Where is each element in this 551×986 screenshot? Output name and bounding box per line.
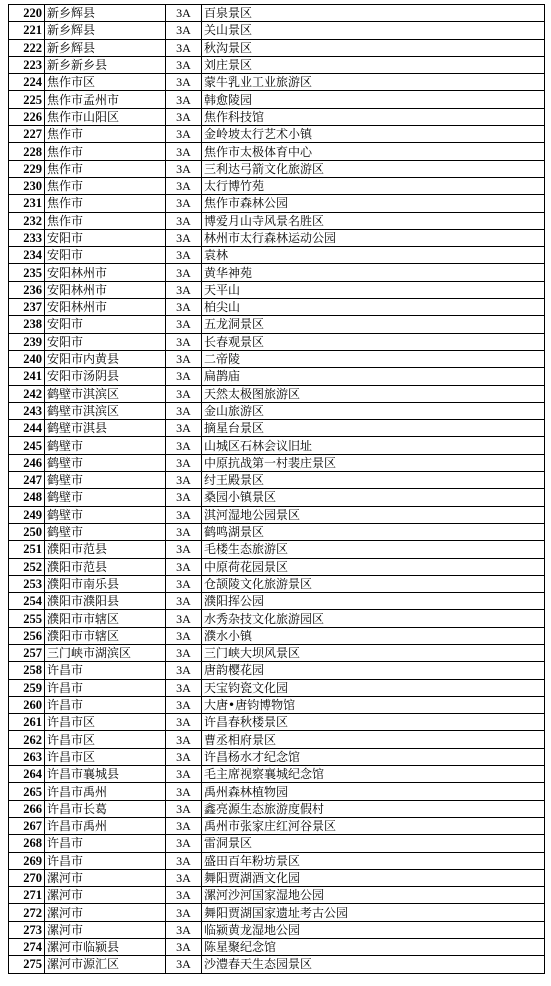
row-number-cell: 271 bbox=[9, 887, 45, 904]
level-cell: 3A bbox=[166, 714, 202, 731]
level-cell: 3A bbox=[166, 108, 202, 125]
row-number-cell: 248 bbox=[9, 489, 45, 506]
row-number-cell: 253 bbox=[9, 575, 45, 592]
level-cell: 3A bbox=[166, 506, 202, 523]
table-row bbox=[9, 956, 545, 973]
table-row bbox=[9, 835, 545, 852]
location-cell: 漯河市 bbox=[45, 869, 166, 886]
location-cell: 漯河市临颍县 bbox=[45, 939, 166, 956]
location-cell: 漯河市 bbox=[45, 887, 166, 904]
table-row bbox=[9, 281, 545, 298]
row-number-cell: 273 bbox=[9, 921, 45, 938]
level-cell: 3A bbox=[166, 160, 202, 177]
table-row bbox=[9, 160, 545, 177]
scenic-spot-name-cell: 秋沟景区 bbox=[202, 39, 545, 56]
level-cell: 3A bbox=[166, 91, 202, 108]
table-row bbox=[9, 195, 545, 212]
table-row bbox=[9, 800, 545, 817]
location-cell: 鹤壁市淇滨区 bbox=[45, 402, 166, 419]
level-cell: 3A bbox=[166, 558, 202, 575]
location-cell: 鹤壁市 bbox=[45, 437, 166, 454]
table-row bbox=[9, 783, 545, 800]
table-row bbox=[9, 610, 545, 627]
level-cell: 3A bbox=[166, 541, 202, 558]
level-cell: 3A bbox=[166, 731, 202, 748]
scenic-spot-name-cell: 许昌杨水才纪念馆 bbox=[202, 748, 545, 765]
row-number-cell: 240 bbox=[9, 350, 45, 367]
table-row bbox=[9, 575, 545, 592]
location-cell: 安阳市 bbox=[45, 316, 166, 333]
table-row bbox=[9, 420, 545, 437]
level-cell: 3A bbox=[166, 852, 202, 869]
table-row bbox=[9, 679, 545, 696]
location-cell: 新乡辉县 bbox=[45, 39, 166, 56]
location-cell: 濮阳市市辖区 bbox=[45, 627, 166, 644]
table-row bbox=[9, 887, 545, 904]
row-number-cell: 221 bbox=[9, 22, 45, 39]
level-cell: 3A bbox=[166, 696, 202, 713]
scenic-spot-name-cell: 濮阳挥公园 bbox=[202, 593, 545, 610]
scenic-spot-name-cell: 陈星聚纪念馆 bbox=[202, 939, 545, 956]
table-row bbox=[9, 22, 545, 39]
table-body bbox=[9, 5, 545, 974]
scenic-spot-name-cell: 曹丞相府景区 bbox=[202, 731, 545, 748]
row-number-cell: 243 bbox=[9, 402, 45, 419]
level-cell: 3A bbox=[166, 644, 202, 661]
table-row bbox=[9, 350, 545, 367]
row-number-cell: 223 bbox=[9, 56, 45, 73]
table-row bbox=[9, 472, 545, 489]
level-cell: 3A bbox=[166, 662, 202, 679]
level-cell: 3A bbox=[166, 627, 202, 644]
table-row bbox=[9, 229, 545, 246]
scenic-spot-table bbox=[8, 4, 545, 974]
level-cell: 3A bbox=[166, 956, 202, 973]
table-row bbox=[9, 489, 545, 506]
table-row bbox=[9, 662, 545, 679]
level-cell: 3A bbox=[166, 489, 202, 506]
scenic-spot-name-cell: 林州市太行森林运动公园 bbox=[202, 229, 545, 246]
row-number-cell: 272 bbox=[9, 904, 45, 921]
table-row bbox=[9, 126, 545, 143]
scenic-spot-name-cell: 袁林 bbox=[202, 247, 545, 264]
table-row bbox=[9, 385, 545, 402]
scenic-spot-name-cell: 刘庄景区 bbox=[202, 56, 545, 73]
level-cell: 3A bbox=[166, 817, 202, 834]
table-row bbox=[9, 316, 545, 333]
level-cell: 3A bbox=[166, 420, 202, 437]
row-number-cell: 275 bbox=[9, 956, 45, 973]
table-row bbox=[9, 368, 545, 385]
row-number-cell: 268 bbox=[9, 835, 45, 852]
row-number-cell: 264 bbox=[9, 766, 45, 783]
table-row bbox=[9, 39, 545, 56]
row-number-cell: 267 bbox=[9, 817, 45, 834]
table-row bbox=[9, 333, 545, 350]
row-number-cell: 227 bbox=[9, 126, 45, 143]
level-cell: 3A bbox=[166, 39, 202, 56]
location-cell: 焦作市 bbox=[45, 212, 166, 229]
table-row bbox=[9, 904, 545, 921]
table-row bbox=[9, 558, 545, 575]
row-number-cell: 249 bbox=[9, 506, 45, 523]
table-row bbox=[9, 696, 545, 713]
scenic-spot-name-cell: 中原抗战第一村裴庄景区 bbox=[202, 454, 545, 471]
location-cell: 许昌市长葛 bbox=[45, 800, 166, 817]
scenic-spot-name-cell: 长春观景区 bbox=[202, 333, 545, 350]
level-cell: 3A bbox=[166, 264, 202, 281]
location-cell: 许昌市禹州 bbox=[45, 817, 166, 834]
scenic-spot-name-cell: 焦作科技馆 bbox=[202, 108, 545, 125]
row-number-cell: 232 bbox=[9, 212, 45, 229]
table-row bbox=[9, 852, 545, 869]
scenic-spot-name-cell: 三门峡大坝风景区 bbox=[202, 644, 545, 661]
table-row bbox=[9, 56, 545, 73]
row-number-cell: 245 bbox=[9, 437, 45, 454]
row-number-cell: 263 bbox=[9, 748, 45, 765]
location-cell: 焦作市山阳区 bbox=[45, 108, 166, 125]
row-number-cell: 231 bbox=[9, 195, 45, 212]
table-row bbox=[9, 506, 545, 523]
level-cell: 3A bbox=[166, 368, 202, 385]
row-number-cell: 247 bbox=[9, 472, 45, 489]
scenic-spot-name-cell: 大唐•唐钧博物馆 bbox=[202, 696, 545, 713]
level-cell: 3A bbox=[166, 22, 202, 39]
row-number-cell: 261 bbox=[9, 714, 45, 731]
row-number-cell: 235 bbox=[9, 264, 45, 281]
scenic-spot-name-cell: 雷洞景区 bbox=[202, 835, 545, 852]
scenic-spot-name-cell: 韩愈陵园 bbox=[202, 91, 545, 108]
location-cell: 新乡新乡县 bbox=[45, 56, 166, 73]
level-cell: 3A bbox=[166, 454, 202, 471]
table-row bbox=[9, 593, 545, 610]
location-cell: 新乡辉县 bbox=[45, 5, 166, 22]
level-cell: 3A bbox=[166, 333, 202, 350]
location-cell: 许昌市 bbox=[45, 835, 166, 852]
row-number-cell: 220 bbox=[9, 5, 45, 22]
scenic-spot-name-cell: 沙澧春天生态园景区 bbox=[202, 956, 545, 973]
level-cell: 3A bbox=[166, 177, 202, 194]
scenic-spot-name-cell: 焦作市太极体育中心 bbox=[202, 143, 545, 160]
scenic-spot-name-cell: 柏尖山 bbox=[202, 299, 545, 316]
scenic-spot-name-cell: 黄华神苑 bbox=[202, 264, 545, 281]
row-number-cell: 262 bbox=[9, 731, 45, 748]
table-row bbox=[9, 5, 545, 22]
level-cell: 3A bbox=[166, 385, 202, 402]
location-cell: 鹤壁市 bbox=[45, 454, 166, 471]
level-cell: 3A bbox=[166, 800, 202, 817]
location-cell: 濮阳市濮阳县 bbox=[45, 593, 166, 610]
location-cell: 焦作市 bbox=[45, 126, 166, 143]
row-number-cell: 266 bbox=[9, 800, 45, 817]
scenic-spot-name-cell: 舞阳贾湖国家遗址考古公园 bbox=[202, 904, 545, 921]
table-row bbox=[9, 437, 545, 454]
level-cell: 3A bbox=[166, 921, 202, 938]
location-cell: 濮阳市南乐县 bbox=[45, 575, 166, 592]
level-cell: 3A bbox=[166, 437, 202, 454]
level-cell: 3A bbox=[166, 783, 202, 800]
level-cell: 3A bbox=[166, 939, 202, 956]
table-row bbox=[9, 748, 545, 765]
level-cell: 3A bbox=[166, 74, 202, 91]
row-number-cell: 237 bbox=[9, 299, 45, 316]
location-cell: 鹤壁市 bbox=[45, 523, 166, 540]
row-number-cell: 250 bbox=[9, 523, 45, 540]
scenic-spot-name-cell: 二帝陵 bbox=[202, 350, 545, 367]
scenic-spot-name-cell: 禹州森林植物园 bbox=[202, 783, 545, 800]
level-cell: 3A bbox=[166, 593, 202, 610]
level-cell: 3A bbox=[166, 472, 202, 489]
level-cell: 3A bbox=[166, 402, 202, 419]
location-cell: 安阳市 bbox=[45, 229, 166, 246]
row-number-cell: 233 bbox=[9, 229, 45, 246]
location-cell: 鹤壁市 bbox=[45, 506, 166, 523]
location-cell: 漯河市源汇区 bbox=[45, 956, 166, 973]
scenic-spot-name-cell: 扁鹊庙 bbox=[202, 368, 545, 385]
table-row bbox=[9, 454, 545, 471]
location-cell: 鹤壁市淇滨区 bbox=[45, 385, 166, 402]
location-cell: 焦作市 bbox=[45, 143, 166, 160]
scenic-spot-name-cell: 纣王殿景区 bbox=[202, 472, 545, 489]
level-cell: 3A bbox=[166, 247, 202, 264]
level-cell: 3A bbox=[166, 195, 202, 212]
scenic-spot-name-cell: 漯河沙河国家湿地公园 bbox=[202, 887, 545, 904]
location-cell: 许昌市区 bbox=[45, 714, 166, 731]
level-cell: 3A bbox=[166, 904, 202, 921]
location-cell: 鹤壁市淇县 bbox=[45, 420, 166, 437]
row-number-cell: 229 bbox=[9, 160, 45, 177]
table-row bbox=[9, 212, 545, 229]
location-cell: 许昌市襄城县 bbox=[45, 766, 166, 783]
scenic-spot-name-cell: 许昌春秋楼景区 bbox=[202, 714, 545, 731]
level-cell: 3A bbox=[166, 229, 202, 246]
level-cell: 3A bbox=[166, 887, 202, 904]
scenic-spot-name-cell: 唐韵樱花园 bbox=[202, 662, 545, 679]
row-number-cell: 246 bbox=[9, 454, 45, 471]
table-row bbox=[9, 817, 545, 834]
table-row bbox=[9, 143, 545, 160]
level-cell: 3A bbox=[166, 766, 202, 783]
table-row bbox=[9, 264, 545, 281]
scenic-spot-name-cell: 中原荷花园景区 bbox=[202, 558, 545, 575]
location-cell: 鹤壁市 bbox=[45, 472, 166, 489]
location-cell: 安阳林州市 bbox=[45, 299, 166, 316]
level-cell: 3A bbox=[166, 575, 202, 592]
level-cell: 3A bbox=[166, 316, 202, 333]
table-row bbox=[9, 523, 545, 540]
location-cell: 焦作市孟州市 bbox=[45, 91, 166, 108]
level-cell: 3A bbox=[166, 299, 202, 316]
location-cell: 新乡辉县 bbox=[45, 22, 166, 39]
table-row bbox=[9, 627, 545, 644]
scenic-spot-name-cell: 摘星台景区 bbox=[202, 420, 545, 437]
scenic-spot-name-cell: 水秀杂技文化旅游园区 bbox=[202, 610, 545, 627]
location-cell: 安阳市内黄县 bbox=[45, 350, 166, 367]
scenic-spot-name-cell: 毛主席视察襄城纪念馆 bbox=[202, 766, 545, 783]
level-cell: 3A bbox=[166, 126, 202, 143]
scenic-spot-name-cell: 五龙洞景区 bbox=[202, 316, 545, 333]
location-cell: 三门峡市湖滨区 bbox=[45, 644, 166, 661]
table-row bbox=[9, 541, 545, 558]
level-cell: 3A bbox=[166, 281, 202, 298]
scenic-spot-name-cell: 鑫亮源生态旅游度假村 bbox=[202, 800, 545, 817]
row-number-cell: 230 bbox=[9, 177, 45, 194]
scenic-spot-name-cell: 仓颉陵文化旅游景区 bbox=[202, 575, 545, 592]
location-cell: 许昌市 bbox=[45, 662, 166, 679]
scenic-spot-name-cell: 金岭坡太行艺术小镇 bbox=[202, 126, 545, 143]
table-row bbox=[9, 644, 545, 661]
row-number-cell: 236 bbox=[9, 281, 45, 298]
level-cell: 3A bbox=[166, 835, 202, 852]
location-cell: 安阳市 bbox=[45, 247, 166, 264]
row-number-cell: 258 bbox=[9, 662, 45, 679]
location-cell: 许昌市 bbox=[45, 696, 166, 713]
row-number-cell: 255 bbox=[9, 610, 45, 627]
row-number-cell: 226 bbox=[9, 108, 45, 125]
table-row bbox=[9, 869, 545, 886]
scenic-spot-name-cell: 盛田百年粉坊景区 bbox=[202, 852, 545, 869]
row-number-cell: 270 bbox=[9, 869, 45, 886]
location-cell: 焦作市 bbox=[45, 177, 166, 194]
row-number-cell: 241 bbox=[9, 368, 45, 385]
scenic-spot-name-cell: 百泉景区 bbox=[202, 5, 545, 22]
location-cell: 濮阳市市辖区 bbox=[45, 610, 166, 627]
level-cell: 3A bbox=[166, 56, 202, 73]
level-cell: 3A bbox=[166, 748, 202, 765]
row-number-cell: 225 bbox=[9, 91, 45, 108]
scenic-spot-name-cell: 博爱月山寺风景名胜区 bbox=[202, 212, 545, 229]
scenic-spot-name-cell: 鹤鸣湖景区 bbox=[202, 523, 545, 540]
location-cell: 许昌市禹州 bbox=[45, 783, 166, 800]
row-number-cell: 260 bbox=[9, 696, 45, 713]
location-cell: 焦作市区 bbox=[45, 74, 166, 91]
row-number-cell: 239 bbox=[9, 333, 45, 350]
scenic-spot-name-cell: 天然太极图旅游区 bbox=[202, 385, 545, 402]
scenic-spot-name-cell: 三利达弓箭文化旅游区 bbox=[202, 160, 545, 177]
table-row bbox=[9, 108, 545, 125]
scenic-spot-name-cell: 天宝钧瓷文化园 bbox=[202, 679, 545, 696]
row-number-cell: 224 bbox=[9, 74, 45, 91]
scenic-spot-name-cell: 蒙牛乳业工业旅游区 bbox=[202, 74, 545, 91]
row-number-cell: 256 bbox=[9, 627, 45, 644]
location-cell: 鹤壁市 bbox=[45, 489, 166, 506]
table-row bbox=[9, 74, 545, 91]
table-row bbox=[9, 731, 545, 748]
location-cell: 许昌市区 bbox=[45, 748, 166, 765]
scenic-spot-name-cell: 山城区石林会议旧址 bbox=[202, 437, 545, 454]
level-cell: 3A bbox=[166, 610, 202, 627]
location-cell: 安阳市汤阴县 bbox=[45, 368, 166, 385]
location-cell: 濮阳市范县 bbox=[45, 541, 166, 558]
scenic-spot-name-cell: 舞阳贾湖酒文化园 bbox=[202, 869, 545, 886]
table-row bbox=[9, 91, 545, 108]
row-number-cell: 242 bbox=[9, 385, 45, 402]
scenic-spot-name-cell: 毛楼生态旅游区 bbox=[202, 541, 545, 558]
table-row bbox=[9, 766, 545, 783]
row-number-cell: 257 bbox=[9, 644, 45, 661]
row-number-cell: 265 bbox=[9, 783, 45, 800]
row-number-cell: 269 bbox=[9, 852, 45, 869]
row-number-cell: 228 bbox=[9, 143, 45, 160]
level-cell: 3A bbox=[166, 143, 202, 160]
row-number-cell: 244 bbox=[9, 420, 45, 437]
location-cell: 安阳市 bbox=[45, 333, 166, 350]
scenic-spot-name-cell: 天平山 bbox=[202, 281, 545, 298]
scenic-spot-name-cell: 淇河湿地公园景区 bbox=[202, 506, 545, 523]
table-row bbox=[9, 299, 545, 316]
level-cell: 3A bbox=[166, 523, 202, 540]
location-cell: 漯河市 bbox=[45, 921, 166, 938]
row-number-cell: 234 bbox=[9, 247, 45, 264]
scenic-spot-name-cell: 临颍黄龙湿地公园 bbox=[202, 921, 545, 938]
table-row bbox=[9, 714, 545, 731]
row-number-cell: 254 bbox=[9, 593, 45, 610]
level-cell: 3A bbox=[166, 350, 202, 367]
location-cell: 许昌市 bbox=[45, 679, 166, 696]
level-cell: 3A bbox=[166, 212, 202, 229]
level-cell: 3A bbox=[166, 5, 202, 22]
location-cell: 漯河市 bbox=[45, 904, 166, 921]
scenic-spot-name-cell: 桑园小镇景区 bbox=[202, 489, 545, 506]
location-cell: 安阳林州市 bbox=[45, 264, 166, 281]
location-cell: 焦作市 bbox=[45, 160, 166, 177]
row-number-cell: 252 bbox=[9, 558, 45, 575]
table-row bbox=[9, 921, 545, 938]
table-row bbox=[9, 939, 545, 956]
table-row bbox=[9, 247, 545, 264]
scenic-spot-name-cell: 焦作市森林公园 bbox=[202, 195, 545, 212]
row-number-cell: 251 bbox=[9, 541, 45, 558]
row-number-cell: 274 bbox=[9, 939, 45, 956]
row-number-cell: 259 bbox=[9, 679, 45, 696]
level-cell: 3A bbox=[166, 679, 202, 696]
row-number-cell: 238 bbox=[9, 316, 45, 333]
table-row bbox=[9, 402, 545, 419]
table-row bbox=[9, 177, 545, 194]
scenic-spot-name-cell: 金山旅游区 bbox=[202, 402, 545, 419]
location-cell: 安阳林州市 bbox=[45, 281, 166, 298]
location-cell: 许昌市 bbox=[45, 852, 166, 869]
scenic-spot-name-cell: 关山景区 bbox=[202, 22, 545, 39]
row-number-cell: 222 bbox=[9, 39, 45, 56]
scenic-spot-name-cell: 太行博竹苑 bbox=[202, 177, 545, 194]
level-cell: 3A bbox=[166, 869, 202, 886]
scenic-spot-name-cell: 禹州市张家庄红河谷景区 bbox=[202, 817, 545, 834]
location-cell: 濮阳市范县 bbox=[45, 558, 166, 575]
location-cell: 焦作市 bbox=[45, 195, 166, 212]
location-cell: 许昌市区 bbox=[45, 731, 166, 748]
scenic-spot-name-cell: 濮水小镇 bbox=[202, 627, 545, 644]
